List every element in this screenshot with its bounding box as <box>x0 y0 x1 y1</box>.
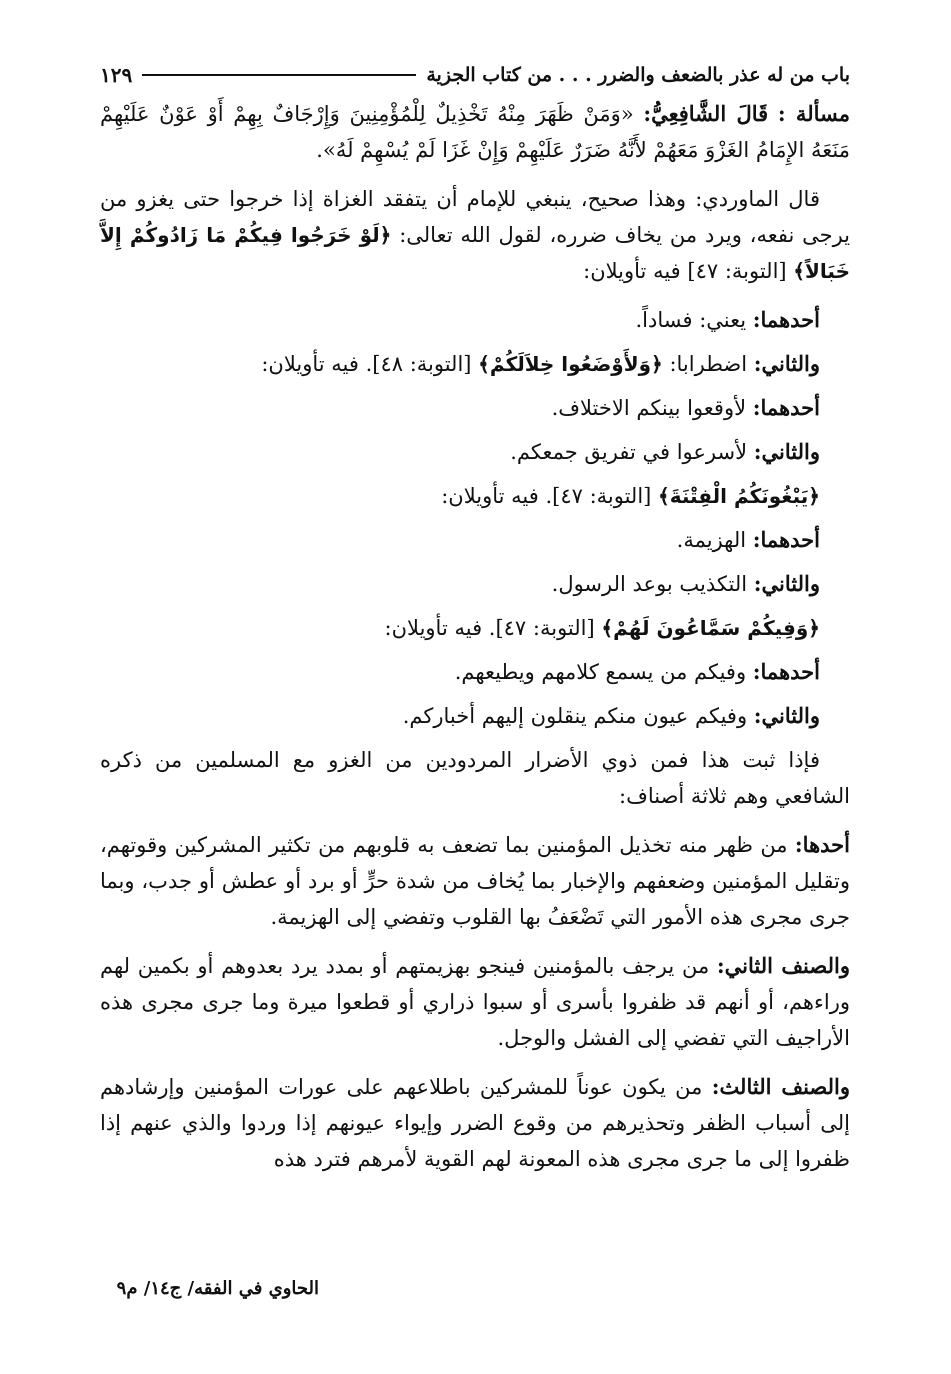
running-header <box>100 58 850 92</box>
summary-paragraph: فإذا ثبت هذا فمن ذوي الأضرار المردودين من الغزو مع المسلمين من ذكره الشافعي وهم ثلاثة أصناف: <box>100 748 850 808</box>
quran-verse: ﴿وَفِيكُمْ سَمَّاعُونَ لَهُمْ﴾ <box>601 616 820 640</box>
header-rule <box>142 74 416 76</box>
type-paragraph <box>100 827 850 935</box>
item-label: أحدهما: <box>752 527 820 552</box>
masala-label: مسألة : <box>777 101 850 126</box>
item-label: والثاني: <box>753 571 820 596</box>
verse-reference: [التوبة: ٤٧] فيه تأويلان: <box>583 259 787 283</box>
type-text: من يكون عوناً للمشركين باطلاعهم على عورات المؤمنين وإرشادهم إلى أسباب الظفر وتحذيرهم من وقوع الضرر وإيواء عيونهم إذا وردوا والذي عنهم إذا ظفروا إلى ما جرى مجرى هذه المعونة لهم القوية لأمرهم فترد هذه <box>100 1075 850 1171</box>
type-label: والصنف الثالث: <box>711 1074 851 1099</box>
type-paragraph <box>100 948 850 1056</box>
item-label: والثاني: <box>753 351 820 376</box>
interpretation-item <box>100 698 850 734</box>
interpretation-item <box>100 478 850 514</box>
page-number: ١٢٩ <box>100 63 133 87</box>
verse-reference: [التوبة: ٤٨]. فيه تأويلان: <box>261 352 472 376</box>
item-text: اضطرابا: <box>669 352 748 376</box>
item-text: لأسرعوا في تفريق جمعكم. <box>510 440 748 464</box>
item-text: الهزيمة. <box>676 528 747 552</box>
interpretation-item <box>100 522 850 558</box>
verse-reference: [التوبة: ٤٧]. فيه تأويلان: <box>441 484 652 508</box>
page-body <box>100 96 850 1190</box>
type-label: والصنف الثاني: <box>716 953 850 978</box>
item-text: التكذيب بوعد الرسول. <box>551 572 748 596</box>
verse-reference: [التوبة: ٤٧]. فيه تأويلان: <box>384 616 595 640</box>
masala-speaker: قَالَ الشَّافِعِيُّ: <box>643 101 769 126</box>
type-paragraph <box>100 1069 850 1177</box>
quran-verse: ﴿وَلأَوْضَعُوا خِلاَلَكُمْ﴾ <box>478 352 663 376</box>
item-label: أحدهما: <box>752 307 820 332</box>
masala-text: «وَمَنْ ظَهَرَ مِنْهُ تَخْذِيلٌ لِلْمُؤْمِنِينَ وَإِرْجَافٌ بِهِمْ أَوْ عَوْنٌ عَلَيْهِمْ مَنَعَهُ الإِمَامُ الغَزْوَ مَعَهُمْ لأَنَّهُ ضَرَرٌ عَلَيْهِمْ وَإِنْ غَزَا لَمْ يُسْهِمْ لَهُ». <box>100 102 850 162</box>
item-label: والثاني: <box>753 439 820 464</box>
mawardi-paragraph <box>100 181 850 289</box>
interpretation-item <box>100 654 850 690</box>
chapter-title: باب من له عذر بالضعف والضرر . . . من كتاب الجزية <box>426 64 850 86</box>
interpretation-item <box>100 610 850 646</box>
interpretation-item <box>100 390 850 426</box>
item-text: وفيكم من يسمع كلامهم ويطيعهم. <box>454 660 747 684</box>
signature-footer: الحاوي في الفقه/ ج١٤/ م٩ <box>116 1278 319 1299</box>
masala-paragraph <box>100 96 850 168</box>
interpretation-item <box>100 434 850 470</box>
mawardi-text: قال الماوردي: وهذا صحيح، ينبغي للإمام أن يتفقد الغزاة إذا خرجوا حتى يغزو من يرجى نفعه، ويرد من يخاف ضرره، لقول الله تعالى: <box>100 187 850 247</box>
item-label: والثاني: <box>753 703 820 728</box>
quran-verse: ﴿يَبْغُونَكُمُ الْفِتْنَةَ﴾ <box>658 484 820 508</box>
item-text: وفيكم عيون منكم ينقلون إليهم أخباركم. <box>402 704 748 728</box>
interpretation-item <box>100 346 850 382</box>
item-label: أحدهما: <box>752 659 820 684</box>
interpretation-item <box>100 566 850 602</box>
interpretation-item <box>100 302 850 338</box>
quran-verse: ﴿لَوْ خَرَجُوا فِيكُمْ مَا زَادُوكُمْ إِلاَّ خَبَالاً﴾ <box>100 223 850 283</box>
item-text: يعني: فساداً. <box>635 308 747 332</box>
type-text: من يرجف بالمؤمنين فينجو بهزيمتهم أو بمدد يرد بعدوهم أو بكمين لهم وراءهم، أو أنهم قد ظفروا بأسرى أو سبوا ذراري أو قطعوا ميرة وما جرى مجرى هذه الأراجيف التي تفضي إلى الفشل والوجل. <box>100 954 850 1050</box>
item-label: أحدهما: <box>752 395 820 420</box>
type-text: من ظهر منه تخذيل المؤمنين بما تضعف به قلوبهم من تكثير المشركين وقوتهم، وتقليل المؤمنين وضعفهم والإخبار بما يُخاف من شدة حرٍّ أو برد أو عطش أو جدب، وبما جرى مجرى هذه الأمور التي تَضْعَفُ بها القلوب وتفضي إلى الهزيمة. <box>100 833 850 929</box>
item-text: لأوقعوا بينكم الاختلاف. <box>551 396 747 420</box>
type-label: أحدها: <box>794 832 850 857</box>
